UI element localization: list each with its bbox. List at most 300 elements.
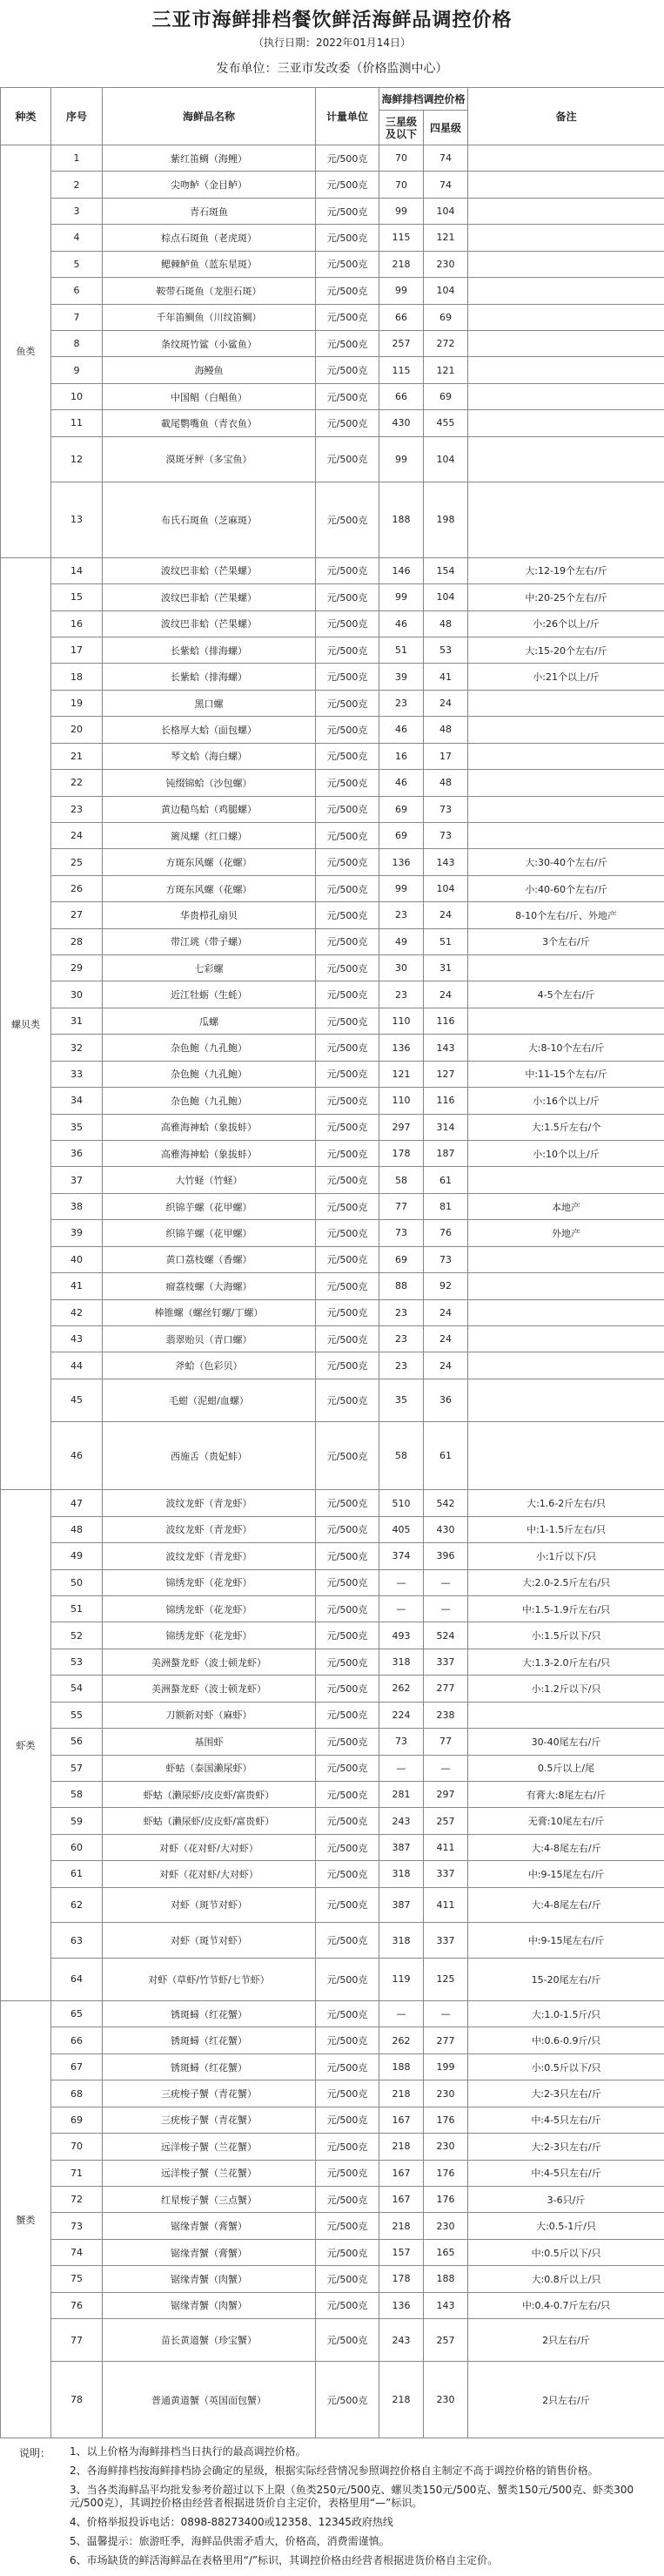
cell-name: 锯缘青蟹（膏蟹） <box>103 2213 316 2239</box>
cell-unit: 元/500克 <box>316 2001 379 2027</box>
cell-name: 波纹龙虾（青龙虾） <box>103 1543 316 1569</box>
cell-no: 35 <box>51 1114 103 1140</box>
cell-no: 62 <box>51 1887 103 1923</box>
cell-name: 长紫蛤（排海螺） <box>103 664 316 690</box>
cell-p4: 24 <box>424 981 468 1008</box>
table-row <box>1 849 664 875</box>
table-row <box>1 1887 664 1923</box>
cell-name: 织锦芋螺（花甲螺） <box>103 1220 316 1246</box>
cell-p3: 136 <box>379 849 424 875</box>
table-row <box>1 2160 664 2186</box>
table-row <box>1 482 664 557</box>
cell-remark: 3-6只/斤 <box>468 2187 664 2213</box>
cell-p4: 73 <box>424 822 468 848</box>
cell-p4: 455 <box>424 410 468 436</box>
table-row <box>1 383 664 409</box>
cell-remark <box>468 304 664 330</box>
cell-p3: 110 <box>379 1008 424 1034</box>
cell-no: 74 <box>51 2239 103 2265</box>
cell-unit: 元/500克 <box>316 1729 379 1755</box>
table-row <box>1 1596 664 1622</box>
cell-p4: 104 <box>424 584 468 610</box>
cell-name: 尖吻鲈（金目鲈） <box>103 172 316 198</box>
cell-no: 52 <box>51 1622 103 1649</box>
cell-remark <box>468 1325 664 1352</box>
table-row <box>1 637 664 664</box>
cell-unit: 元/500克 <box>316 1088 379 1114</box>
cell-p4: 48 <box>424 717 468 743</box>
cell-remark: 大:1.5斤左右/个 <box>468 1114 664 1140</box>
cell-no: 16 <box>51 610 103 637</box>
cell-unit: 元/500克 <box>316 2319 379 2362</box>
cell-unit: 元/500克 <box>316 875 379 901</box>
cell-name: 基围虾 <box>103 1729 316 1755</box>
cell-no: 43 <box>51 1325 103 1352</box>
cell-unit: 元/500克 <box>316 610 379 637</box>
cell-remark: 小:0.5斤以下/只 <box>468 2053 664 2080</box>
cell-p4: 230 <box>424 2362 468 2438</box>
cell-no: 25 <box>51 849 103 875</box>
cell-p3: 387 <box>379 1887 424 1923</box>
cell-no: 34 <box>51 1088 103 1114</box>
cell-unit: 元/500克 <box>316 410 379 436</box>
cell-unit: 元/500克 <box>316 1114 379 1140</box>
cell-unit: 元/500克 <box>316 1861 379 1887</box>
cell-name: 黄口荔枝螺（香螺） <box>103 1246 316 1272</box>
header-category: 种类 <box>1 88 51 145</box>
cell-p4: 230 <box>424 2080 468 2107</box>
cell-p3: 39 <box>379 664 424 690</box>
cell-remark: 大:2.0-2.5斤左右/只 <box>468 1569 664 1595</box>
publisher: 发布单位：三亚市发改委（价格监测中心） <box>216 62 448 76</box>
cell-p4: 121 <box>424 225 468 251</box>
table-row <box>1 1379 664 1421</box>
cell-remark: 大:1.3-2.0斤左右/只 <box>468 1649 664 1675</box>
cell-name: 三疣梭子蟹（青花蟹） <box>103 2080 316 2107</box>
cell-unit: 元/500克 <box>316 1273 379 1299</box>
cell-name: 翡翠贻贝（青口螺） <box>103 1325 316 1352</box>
cell-remark: 中:0.5斤以下/只 <box>468 2239 664 2265</box>
cell-unit: 元/500克 <box>316 1649 379 1675</box>
cell-remark <box>468 383 664 409</box>
cell-remark: 小:1.5斤以下/只 <box>468 1622 664 1649</box>
cell-unit: 元/500克 <box>316 1569 379 1595</box>
cell-p3: 23 <box>379 1352 424 1379</box>
table-row <box>1 981 664 1008</box>
cell-name: 三疣梭子蟹（青花蟹） <box>103 2107 316 2133</box>
cell-name: 波纹龙虾（青龙虾） <box>103 1490 316 1516</box>
cell-no: 48 <box>51 1516 103 1542</box>
cell-p4: 74 <box>424 145 468 172</box>
cell-p4: 81 <box>424 1193 468 1219</box>
cell-name: 红星梭子蟹（三点蟹） <box>103 2187 316 2213</box>
header-remark: 备注 <box>468 88 664 145</box>
cell-no: 32 <box>51 1035 103 1061</box>
cell-unit: 元/500克 <box>316 1422 379 1490</box>
cell-no: 50 <box>51 1569 103 1595</box>
cell-remark: 小:26个以上/斤 <box>468 610 664 637</box>
cell-remark: 无膏:10尾左右/斤 <box>468 1808 664 1834</box>
cell-no: 45 <box>51 1379 103 1421</box>
cell-no: 22 <box>51 770 103 796</box>
table-row <box>1 584 664 610</box>
cell-p3: 77 <box>379 1193 424 1219</box>
cell-unit: 元/500克 <box>316 690 379 716</box>
cell-unit: 元/500克 <box>316 717 379 743</box>
notes-list <box>70 2445 644 2573</box>
cell-p4: 198 <box>424 482 468 557</box>
cell-p3: 46 <box>379 610 424 637</box>
cell-unit: 元/500克 <box>316 1490 379 1516</box>
cell-name: 高雅海神蛤（象拔蚌） <box>103 1141 316 1167</box>
cell-name: 织锦芋螺（花甲螺） <box>103 1193 316 1219</box>
cell-name: 波纹龙虾（青龙虾） <box>103 1516 316 1542</box>
cell-p3: 167 <box>379 2187 424 2213</box>
cell-name: 锦绣龙虾（花龙虾） <box>103 1622 316 1649</box>
cell-unit: 元/500克 <box>316 1516 379 1542</box>
cell-remark: 大:12-19个左右/斤 <box>468 557 664 583</box>
cell-p3: — <box>379 2001 424 2027</box>
cell-p3: 243 <box>379 1808 424 1834</box>
cell-p3: 136 <box>379 1035 424 1061</box>
table-row <box>1 1861 664 1887</box>
cell-name: 对虾（斑节对虾） <box>103 1887 316 1923</box>
cell-p3: 110 <box>379 1088 424 1114</box>
cell-name: 锈斑蟳（红花蟹） <box>103 2053 316 2080</box>
cell-unit: 元/500克 <box>316 2266 379 2292</box>
table-row <box>1 357 664 383</box>
cell-p3: 23 <box>379 1325 424 1352</box>
cell-p3: 35 <box>379 1379 424 1421</box>
cell-p4: 272 <box>424 330 468 356</box>
cell-p3: 46 <box>379 717 424 743</box>
cell-p3: 66 <box>379 383 424 409</box>
cell-p4: 337 <box>424 1861 468 1887</box>
effective-date: （执行日期：2022年01月14日） <box>252 37 412 49</box>
cell-p3: 297 <box>379 1114 424 1140</box>
cell-p4: 430 <box>424 1516 468 1542</box>
cell-unit: 元/500克 <box>316 770 379 796</box>
table-row <box>1 1352 664 1379</box>
table-row <box>1 2239 664 2265</box>
cell-unit: 元/500克 <box>316 2027 379 2053</box>
cell-p3: 146 <box>379 557 424 583</box>
cell-name: 棒锥螺（螺丝钉螺/丁螺） <box>103 1299 316 1325</box>
cell-p3: 493 <box>379 1622 424 1649</box>
cell-unit: 元/500克 <box>316 796 379 822</box>
cell-remark: 中:20-25个左右/斤 <box>468 584 664 610</box>
cell-name: 带江珧（带子螺） <box>103 928 316 954</box>
cell-p3: 73 <box>379 1220 424 1246</box>
cell-p4: 542 <box>424 1490 468 1516</box>
cell-unit: 元/500克 <box>316 1220 379 1246</box>
cell-no: 5 <box>51 251 103 277</box>
cell-p3: 374 <box>379 1543 424 1569</box>
cell-p4: — <box>424 2001 468 2027</box>
table-row <box>1 330 664 356</box>
cell-name: 七彩螺 <box>103 955 316 981</box>
cell-unit: 元/500克 <box>316 1808 379 1834</box>
cell-p3: 70 <box>379 145 424 172</box>
table-row <box>1 1649 664 1675</box>
cell-remark <box>468 743 664 769</box>
cell-name: 刀额新对虾（麻虾） <box>103 1702 316 1728</box>
cell-no: 60 <box>51 1834 103 1860</box>
cell-p4: 77 <box>424 1729 468 1755</box>
table-row <box>1 1299 664 1325</box>
cell-p3: 178 <box>379 2266 424 2292</box>
cell-p4: 230 <box>424 251 468 277</box>
cell-unit: 元/500克 <box>316 1923 379 1959</box>
table-row <box>1 1273 664 1299</box>
cell-p3: 188 <box>379 482 424 557</box>
cell-unit: 元/500克 <box>316 637 379 664</box>
cell-name: 远洋梭子蟹（兰花蟹） <box>103 2134 316 2160</box>
cell-name: 棕点石斑鱼（老虎斑） <box>103 225 316 251</box>
cell-remark: 大:1.0-1.5斤/只 <box>468 2001 664 2027</box>
cell-no: 75 <box>51 2266 103 2292</box>
cell-unit: 元/500克 <box>316 1299 379 1325</box>
cell-p3: 49 <box>379 928 424 954</box>
cell-p4: 230 <box>424 2213 468 2239</box>
table-row <box>1 1008 664 1034</box>
table-row <box>1 796 664 822</box>
table-row <box>1 1543 664 1569</box>
cell-no: 69 <box>51 2107 103 2133</box>
table-row <box>1 2134 664 2160</box>
cell-remark <box>468 1246 664 1272</box>
table-row <box>1 145 664 172</box>
cell-remark: 外地产 <box>468 1220 664 1246</box>
cell-name: 毛蚶（泥蚶/血螺） <box>103 1379 316 1421</box>
cell-p3: 69 <box>379 822 424 848</box>
cell-p3: 23 <box>379 981 424 1008</box>
cell-p3: 99 <box>379 875 424 901</box>
table-row <box>1 1422 664 1490</box>
cell-remark: 大:30-40个左右/斤 <box>468 849 664 875</box>
category-cell: 虾类 <box>1 1490 51 2001</box>
cell-p3: — <box>379 1755 424 1781</box>
table-row <box>1 610 664 637</box>
cell-p4: 411 <box>424 1834 468 1860</box>
cell-name: 锯缘青蟹（肉蟹） <box>103 2266 316 2292</box>
table-row <box>1 1923 664 1959</box>
cell-name: 锯缘青蟹（膏蟹） <box>103 2239 316 2265</box>
cell-unit: 元/500克 <box>316 1887 379 1923</box>
cell-remark: 中:1.5-1.9斤左右/只 <box>468 1596 664 1622</box>
cell-unit: 元/500克 <box>316 198 379 224</box>
cell-name: 載尾鹦嘴鱼（青衣鱼） <box>103 410 316 436</box>
cell-no: 10 <box>51 383 103 409</box>
cell-p4: 127 <box>424 1061 468 1087</box>
table-row <box>1 1088 664 1114</box>
cell-p4: 104 <box>424 198 468 224</box>
cell-remark <box>468 796 664 822</box>
cell-unit: 元/500克 <box>316 1061 379 1087</box>
note-item: 2、各海鲜排档按海鲜排档协会确定的星级，根据实际经营情况参照调控价格自主制定不高于调控价格的销售价格。 <box>70 2465 599 2477</box>
cell-unit: 元/500克 <box>316 849 379 875</box>
cell-unit: 元/500克 <box>316 2107 379 2133</box>
cell-p3: 218 <box>379 251 424 277</box>
cell-name: 对虾（花对虾/大对虾） <box>103 1834 316 1860</box>
cell-unit: 元/500克 <box>316 1834 379 1860</box>
cell-remark <box>468 145 664 172</box>
cell-no: 14 <box>51 557 103 583</box>
cell-p4: 92 <box>424 1273 468 1299</box>
cell-no: 15 <box>51 584 103 610</box>
cell-p3: 218 <box>379 2362 424 2438</box>
cell-no: 6 <box>51 278 103 304</box>
cell-no: 55 <box>51 1702 103 1728</box>
table-row <box>1 1325 664 1352</box>
cell-remark: 3个左右/斤 <box>468 928 664 954</box>
cell-name: 杂色鲍（九孔鲍） <box>103 1088 316 1114</box>
cell-remark: 大:0.5-1斤/只 <box>468 2213 664 2239</box>
cell-remark: 中:4-5只左右/斤 <box>468 2160 664 2186</box>
cell-name: 紫红笛鲷（海鲤） <box>103 145 316 172</box>
cell-name: 千年笛鲷鱼（川纹笛鲷） <box>103 304 316 330</box>
cell-no: 40 <box>51 1246 103 1272</box>
cell-no: 30 <box>51 981 103 1008</box>
cell-remark: 中:11-15个左右/斤 <box>468 1061 664 1087</box>
cell-no: 64 <box>51 1958 103 2000</box>
header-level4: 四星级 <box>424 111 468 145</box>
cell-p4: 24 <box>424 1299 468 1325</box>
cell-p4: 143 <box>424 1035 468 1061</box>
cell-p4: 61 <box>424 1422 468 1490</box>
cell-unit: 元/500克 <box>316 1596 379 1622</box>
cell-p3: 30 <box>379 955 424 981</box>
cell-remark: 8-10个左右/斤、外地产 <box>468 902 664 928</box>
table-row <box>1 172 664 198</box>
cell-name: 斧蛤（色彩贝） <box>103 1352 316 1379</box>
table-row <box>1 1676 664 1702</box>
cell-no: 1 <box>51 145 103 172</box>
cell-p3: 318 <box>379 1923 424 1959</box>
cell-unit: 元/500克 <box>316 1352 379 1379</box>
cell-no: 47 <box>51 1490 103 1516</box>
cell-unit: 元/500克 <box>316 902 379 928</box>
cell-p4: 176 <box>424 2160 468 2186</box>
cell-p3: 262 <box>379 1676 424 1702</box>
cell-no: 73 <box>51 2213 103 2239</box>
cell-unit: 元/500克 <box>316 664 379 690</box>
cell-p4: 48 <box>424 610 468 637</box>
table-row <box>1 2053 664 2080</box>
note-item: 3、当各类海鲜品平均批发参考价超过以下上限（鱼类250元/500克、螺贝类150元/500克、蟹类150元/500克、虾类300元/500克），其调控价格由经营者根据进货价自主定价，表格里用“—”标识。 <box>70 2484 634 2509</box>
cell-name: 波纹巴非蛤（芒果螺） <box>103 557 316 583</box>
cell-remark <box>468 357 664 383</box>
cell-p3: 70 <box>379 172 424 198</box>
cell-name: 对虾（花对虾/大对虾） <box>103 1861 316 1887</box>
cell-p3: 119 <box>379 1958 424 2000</box>
cell-p4: 24 <box>424 690 468 716</box>
table-row <box>1 2266 664 2292</box>
table-row <box>1 1490 664 1516</box>
cell-no: 77 <box>51 2319 103 2362</box>
cell-no: 63 <box>51 1923 103 1959</box>
table-row <box>1 2107 664 2133</box>
cell-no: 67 <box>51 2053 103 2080</box>
cell-name: 虾蛄（濑尿虾/皮皮虾/富贵虾） <box>103 1781 316 1807</box>
cell-no: 72 <box>51 2187 103 2213</box>
cell-remark <box>468 955 664 981</box>
cell-p3: 167 <box>379 2107 424 2133</box>
cell-p4: 116 <box>424 1088 468 1114</box>
cell-no: 31 <box>51 1008 103 1034</box>
cell-no: 33 <box>51 1061 103 1087</box>
table-row <box>1 1035 664 1061</box>
cell-name: 虾蛄（泰国濑尿虾） <box>103 1755 316 1781</box>
cell-no: 78 <box>51 2362 103 2438</box>
cell-p3: 99 <box>379 436 424 482</box>
cell-p4: 165 <box>424 2239 468 2265</box>
header-price-group: 海鲜排档调控价格 <box>379 88 468 111</box>
note-item: 6、市场缺货的鲜活海鲜品在表格里用“/”标识，其调控价格由经营者根据进货价格自主定价。 <box>70 2554 499 2566</box>
cell-p3: — <box>379 1596 424 1622</box>
cell-remark <box>468 172 664 198</box>
cell-unit: 元/500克 <box>316 2213 379 2239</box>
cell-p3: 281 <box>379 1781 424 1807</box>
table-row <box>1 1246 664 1272</box>
cell-p3: 262 <box>379 2027 424 2053</box>
cell-unit: 元/500克 <box>316 1379 379 1421</box>
cell-p4: 143 <box>424 849 468 875</box>
cell-remark: 大:1.6-2斤左右/只 <box>468 1490 664 1516</box>
cell-unit: 元/500克 <box>316 330 379 356</box>
cell-name: 长紫蛤（排海螺） <box>103 637 316 664</box>
cell-name: 普通黄道蟹（英国面包蟹） <box>103 2362 316 2438</box>
cell-no: 61 <box>51 1861 103 1887</box>
cell-p4: — <box>424 1755 468 1781</box>
cell-p3: 188 <box>379 2053 424 2080</box>
cell-no: 17 <box>51 637 103 664</box>
cell-no: 27 <box>51 902 103 928</box>
cell-no: 2 <box>51 172 103 198</box>
table-row <box>1 1141 664 1167</box>
cell-remark <box>468 251 664 277</box>
note-item: 4、价格举报投诉电话：0898-88273400或12358、12345政府热线 <box>70 2516 393 2528</box>
cell-no: 9 <box>51 357 103 383</box>
cell-name: 华贵栉孔扇贝 <box>103 902 316 928</box>
table-row <box>1 436 664 482</box>
cell-p4: 154 <box>424 557 468 583</box>
cell-no: 21 <box>51 743 103 769</box>
cell-p3: 257 <box>379 330 424 356</box>
cell-no: 8 <box>51 330 103 356</box>
cell-p3: 99 <box>379 278 424 304</box>
cell-p3: 58 <box>379 1167 424 1193</box>
cell-name: 锈斑蟳（红花蟹） <box>103 2027 316 2053</box>
cell-p4: 337 <box>424 1923 468 1959</box>
cell-no: 44 <box>51 1352 103 1379</box>
header-unit: 计量单位 <box>316 88 379 145</box>
cell-name: 布氏石斑鱼（芝麻斑） <box>103 482 316 557</box>
cell-no: 68 <box>51 2080 103 2107</box>
cell-name: 中国鲳（白鲳鱼） <box>103 383 316 409</box>
cell-p4: 17 <box>424 743 468 769</box>
cell-no: 51 <box>51 1596 103 1622</box>
cell-no: 54 <box>51 1676 103 1702</box>
cell-p3: 387 <box>379 1834 424 1860</box>
cell-unit: 元/500克 <box>316 436 379 482</box>
cell-p4: 176 <box>424 2187 468 2213</box>
table-row <box>1 2027 664 2053</box>
cell-p3: 23 <box>379 902 424 928</box>
table-row <box>1 1061 664 1087</box>
cell-p3: 115 <box>379 225 424 251</box>
cell-unit: 元/500克 <box>316 172 379 198</box>
